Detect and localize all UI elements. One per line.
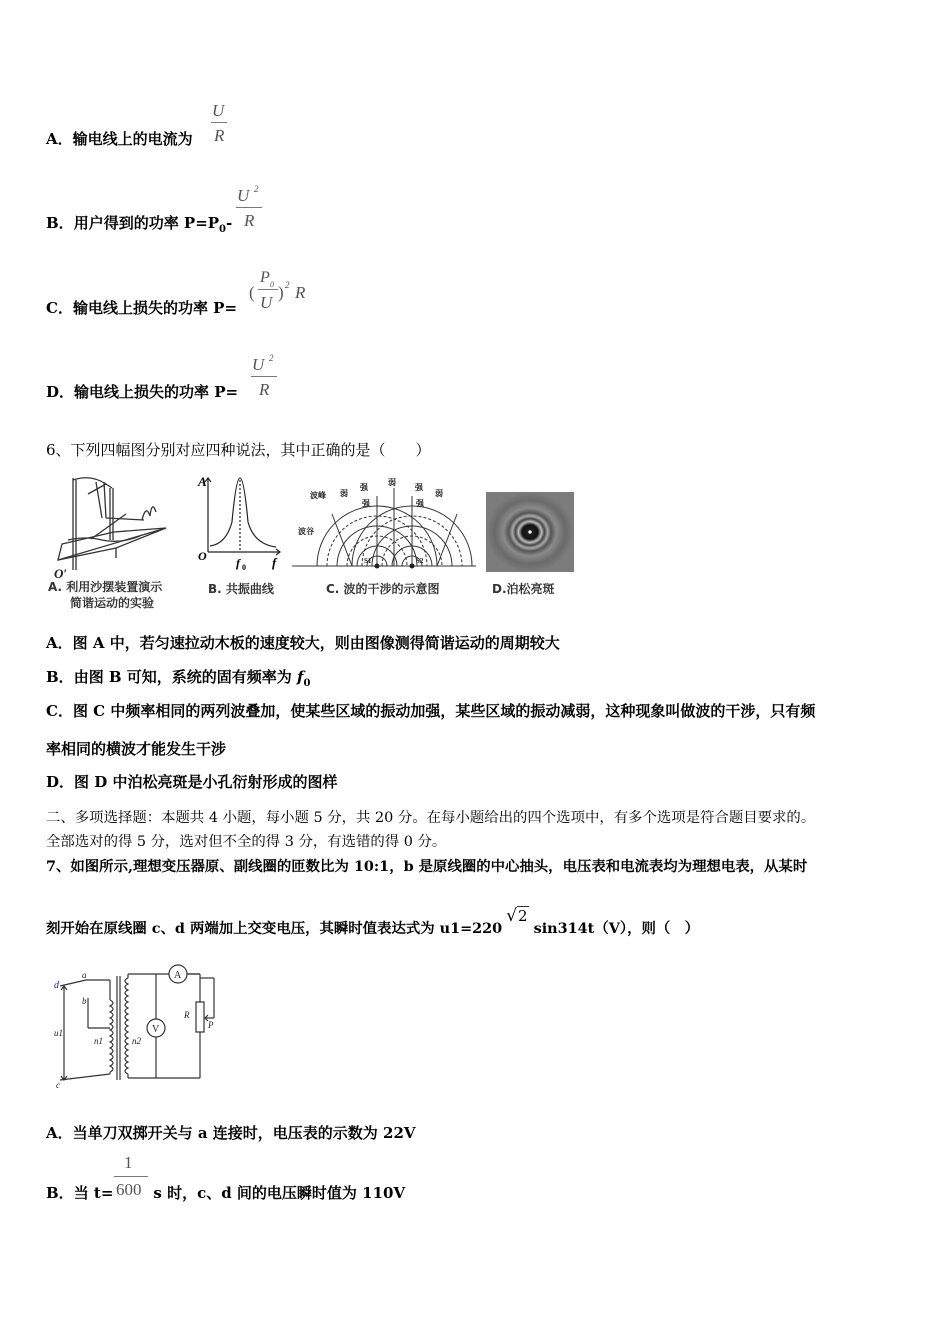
- q7-option-a: [46, 1122, 416, 1143]
- option-tail: -: [226, 214, 233, 232]
- voltmeter-label: V: [152, 1024, 160, 1035]
- wave-peak-label: 波峰: [310, 491, 326, 500]
- q5-option-a: [46, 128, 193, 149]
- option-label: A．: [46, 634, 73, 652]
- source-s2-label: S2: [416, 557, 424, 565]
- figure-b-resonance-curve: [196, 474, 286, 574]
- frac-numerator: U: [212, 101, 225, 120]
- subscript: 0: [303, 678, 311, 689]
- frac-bar: [114, 1176, 148, 1177]
- terminal-d-label: d: [54, 980, 59, 991]
- label-weak: 弱: [388, 478, 396, 487]
- figure-c-wave-interference: [292, 474, 476, 574]
- label-weak: 弱: [435, 489, 443, 498]
- option-text: 输电线上损失的功率 P=: [72, 299, 238, 317]
- source-s2: [410, 564, 415, 569]
- resistance-symbol: R: [295, 283, 306, 302]
- q5-option-d: [46, 381, 238, 402]
- frac-numerator: U: [237, 186, 250, 205]
- option-label: C．: [46, 702, 73, 720]
- ammeter-label: A: [174, 970, 182, 981]
- option-text: 图 A 中，若匀速拉动木板的速度较大，则由图像测得简谐运动的周期较大: [72, 634, 560, 652]
- frac-numerator: P: [260, 269, 270, 286]
- option-label: B．: [46, 1184, 74, 1202]
- q5-option-c: [46, 297, 237, 318]
- figure-a-origin-label: O′: [54, 566, 68, 581]
- rheostat: [196, 1002, 204, 1032]
- y-axis-label: A: [198, 474, 207, 489]
- frac-subscript: 0: [270, 280, 274, 289]
- frac-denominator: R: [214, 126, 225, 145]
- peak-frequency-subscript: 0: [242, 563, 246, 572]
- primary-turns-label: n1: [94, 1036, 103, 1046]
- option-label: D．: [46, 773, 75, 791]
- switch-blade: [60, 980, 86, 986]
- subscript: 0: [219, 224, 227, 235]
- option-text: 当单刀双掷开关与 a 连接时，电压表的示数为 22V: [72, 1124, 416, 1142]
- frac-bar: [236, 207, 262, 208]
- option-label: B．: [46, 668, 74, 686]
- x-axis-label: f: [272, 555, 277, 570]
- label-strong: 强: [415, 483, 423, 492]
- section2-instructions-line1: 二、多项选择题：本题共 4 小题，每小题 5 分，共 20 分。在每小题给出的四个选项中，有多个选项是符合题目要求的。: [46, 810, 816, 826]
- q7-transformer-circuit: [46, 962, 226, 1090]
- option-label: B．: [46, 214, 74, 232]
- figure-a-caption-line1: A. 利用沙摆装置演示: [48, 580, 163, 594]
- stem-text: sin314t（V），则（ ）: [528, 920, 700, 937]
- option-label: C．: [46, 299, 73, 317]
- wave-trough-label: 波谷: [298, 527, 314, 536]
- label-weak: 弱: [340, 489, 348, 498]
- frac-denominator: 600: [116, 1180, 142, 1199]
- label-strong: 强: [360, 483, 368, 492]
- sqrt-argument: 2: [518, 907, 528, 925]
- q6-option-c-continued: 率相同的横波才能发生干涉: [46, 740, 227, 758]
- label-strong: 强: [362, 499, 370, 508]
- option-symbol: f: [297, 668, 304, 686]
- q7-stem-line2: [46, 906, 700, 938]
- voltage-u1-label: u1: [54, 1028, 63, 1038]
- q6-option-c: [46, 700, 815, 721]
- q6-option-a: [46, 632, 560, 653]
- frac-superscript: 2: [254, 184, 259, 194]
- q5-option-b: [46, 212, 232, 235]
- frac-bar: [211, 122, 227, 123]
- paren-right: ): [278, 283, 284, 302]
- option-label: A．: [46, 130, 73, 148]
- frac-denominator: U: [260, 293, 273, 312]
- figure-a-caption-line2: 简谐运动的实验: [70, 596, 155, 610]
- q6-stem: 6、下列四幅图分别对应四种说法，其中正确的是（ ）: [46, 441, 431, 459]
- frac-numerator: U: [252, 355, 265, 374]
- option-text: 由图 B 可知，系统的固有频率为: [73, 668, 298, 686]
- figure-c-caption: C. 波的干涉的示意图: [326, 582, 440, 596]
- option-text: 输电线上的电流为: [72, 130, 193, 148]
- figure-d-caption: D.泊松亮斑: [492, 582, 555, 596]
- slider-label: P: [208, 1020, 214, 1030]
- figure-d-poisson-spot: [486, 492, 574, 572]
- primary-coil: [110, 1000, 113, 1072]
- frac-superscript: 2: [269, 353, 274, 363]
- resonance-peak-curve: [210, 478, 276, 547]
- q6-option-b: [46, 666, 310, 689]
- section2-instructions-line2: 全部选对的得 5 分，选对但不全的得 3 分，有选错的得 0 分。: [46, 834, 447, 850]
- contact-a-label: a: [82, 970, 87, 980]
- resistor-label: R: [184, 1010, 190, 1020]
- q7-stem-line1: 7、如图所示,理想变压器原、副线圈的匝数比为 10:1，b 是原线圈的中心抽头，电压表和电流表均为理想电表，从某时: [46, 858, 808, 875]
- source-s1-label: S1: [364, 557, 372, 565]
- terminal-c-label: c: [56, 1080, 60, 1090]
- option-label: D．: [46, 383, 75, 401]
- exponent: 2: [285, 280, 290, 290]
- frac-bar: [258, 289, 278, 290]
- figure-a-sand-pendulum: [46, 474, 186, 582]
- frac-bar: [251, 376, 277, 377]
- frac-numerator: 1: [124, 1153, 133, 1172]
- option-text: 输电线上损失的功率 P=: [74, 383, 239, 401]
- peak-frequency-label: f: [236, 556, 240, 570]
- label-strong: 强: [416, 499, 424, 508]
- secondary-coil: [125, 978, 128, 1074]
- figure-b-caption: B. 共振曲线: [208, 582, 274, 596]
- option-text: 当 t=: [73, 1184, 114, 1202]
- q7-option-b: [46, 1182, 405, 1203]
- option-label: A．: [46, 1124, 73, 1142]
- contact-b-label: b: [82, 996, 87, 1006]
- sqrt-symbol: √: [506, 906, 518, 926]
- q6-option-d: [46, 771, 337, 792]
- secondary-turns-label: n2: [132, 1036, 141, 1046]
- source-s1: [375, 564, 380, 569]
- frac-denominator: R: [259, 380, 270, 399]
- frac-denominator: R: [244, 211, 255, 230]
- option-text: 图 C 中频率相同的两列波叠加，使某些区域的振动加强，某些区域的振动减弱，这种现象叫做波的干涉，只有频: [72, 702, 816, 720]
- option-text: 用户得到的功率 P=P: [73, 214, 220, 232]
- option-text: 图 D 中泊松亮斑是小孔衍射形成的图样: [74, 773, 338, 791]
- option-text: s 时，c、d 间的电压瞬时值为 110V: [153, 1184, 406, 1202]
- stem-text: 刻开始在原线圈 c、d 两端加上交变电压，其瞬时值表达式为 u1=220: [46, 920, 503, 937]
- origin-label: O: [198, 549, 207, 563]
- paren-left: (: [249, 283, 255, 302]
